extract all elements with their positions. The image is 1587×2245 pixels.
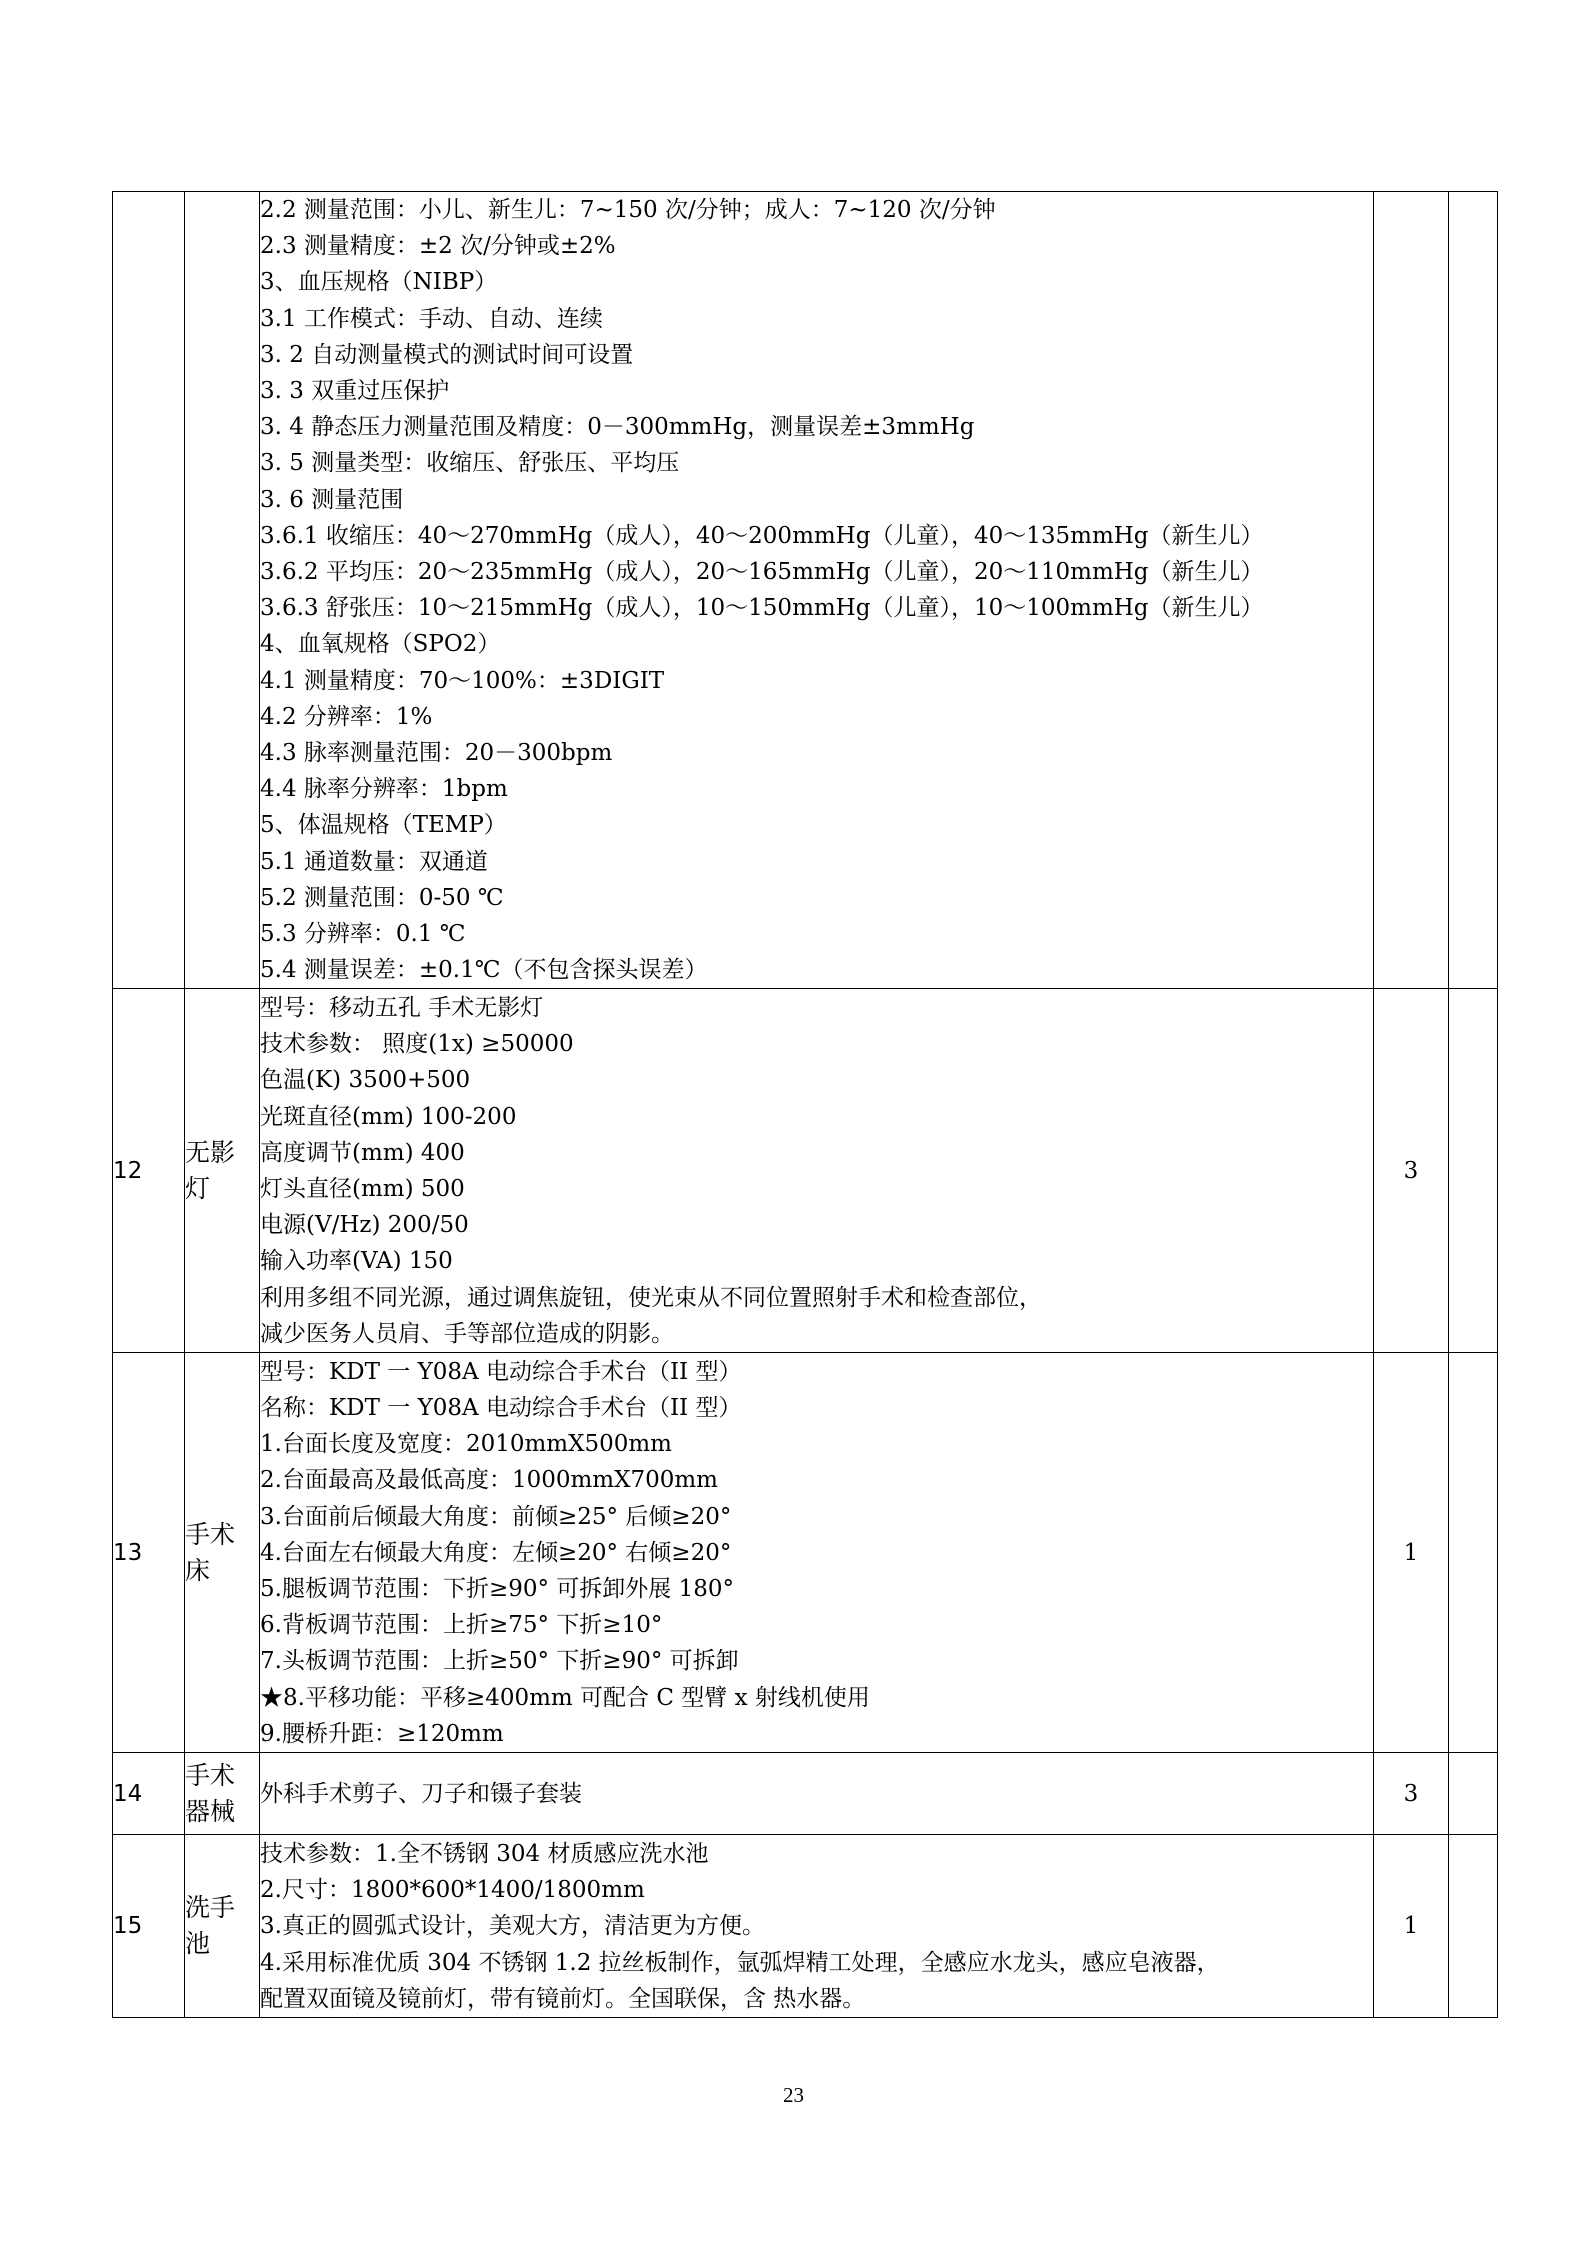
spec-line: 2.3 测量精度：±2 次/分钟或±2% bbox=[260, 233, 616, 260]
spec-line: 输入功率(VA) 150 bbox=[260, 1248, 453, 1275]
row-number: 15 bbox=[113, 1835, 185, 2018]
spec-line: 3.6.2 平均压：20～235mmHg（成人），20～165mmHg（儿童），20～110mmHg（新生儿） bbox=[260, 559, 1264, 586]
item-name: 洗手池 bbox=[185, 1835, 260, 2018]
spec-line: 3.1 工作模式：手动、自动、连续 bbox=[260, 305, 603, 332]
spec-line: ★8.平移功能：平移≥400mm 可配合 C 型臂 x 射线机使用 bbox=[260, 1684, 870, 1711]
item-remark bbox=[1449, 989, 1498, 1353]
item-remark bbox=[1449, 1353, 1498, 1753]
table-row bbox=[113, 192, 1498, 989]
spec-line: 4.2 分辨率：1% bbox=[260, 703, 433, 730]
spec-line: 3. 3 双重过压保护 bbox=[260, 378, 450, 405]
spec-line: 3. 4 静态压力测量范围及精度：0－300mmHg，测量误差±3mmHg bbox=[260, 414, 975, 441]
item-name: 手术床 bbox=[185, 1353, 260, 1753]
item-quantity: 1 bbox=[1374, 1835, 1449, 2018]
spec-line: 2.尺寸：1800*600*1400/1800mm bbox=[260, 1877, 645, 1904]
table-row bbox=[113, 989, 1498, 1353]
spec-line: 7.头板调节范围：上折≥50° 下折≥90° 可拆卸 bbox=[260, 1648, 739, 1675]
row-number bbox=[113, 192, 185, 989]
spec-line: 3.6.3 舒张压：10～215mmHg（成人），10～150mmHg（儿童），10～100mmHg（新生儿） bbox=[260, 595, 1264, 622]
spec-line: 3.台面前后倾最大角度：前倾≥25° 后倾≥20° bbox=[260, 1503, 732, 1530]
table-row bbox=[113, 1353, 1498, 1753]
spec-line: 5.3 分辨率：0.1 ℃ bbox=[260, 921, 466, 948]
spec-line: 配置双面镜及镜前灯，带有镜前灯。全国联保，含 热水器。 bbox=[260, 1985, 866, 2012]
spec-line: 2.2 测量范围：小儿、新生儿：7~150 次/分钟；成人：7~120 次/分钟 bbox=[260, 197, 996, 223]
spec-line: 名称：KDT 一 Y08A 电动综合手术台（II 型） bbox=[260, 1395, 742, 1422]
spec-line: 3.真正的圆弧式设计，美观大方，清洁更为方便。 bbox=[260, 1913, 765, 1940]
spec-line: 高度调节(mm) 400 bbox=[260, 1139, 465, 1166]
spec-line: 4.1 测量精度：70～100%：±3DIGIT bbox=[260, 667, 665, 694]
table-row bbox=[113, 1753, 1498, 1835]
spec-line: 4.3 脉率测量范围：20－300bpm bbox=[260, 740, 613, 767]
item-name: 手术器械 bbox=[185, 1753, 260, 1835]
spec-line: 电源(V/Hz) 200/50 bbox=[260, 1212, 469, 1239]
item-quantity: 1 bbox=[1374, 1353, 1449, 1753]
item-spec bbox=[260, 1835, 1374, 2018]
item-quantity: 3 bbox=[1374, 1753, 1449, 1835]
spec-line: 灯头直径(mm) 500 bbox=[260, 1175, 465, 1202]
row-number: 14 bbox=[113, 1753, 185, 1835]
page-number: 23 bbox=[783, 2083, 804, 2107]
spec-line: 4.4 脉率分辨率：1bpm bbox=[260, 776, 508, 803]
item-spec bbox=[260, 1753, 1374, 1835]
spec-line: 减少医务人员肩、手等部位造成的阴影。 bbox=[260, 1320, 674, 1347]
item-quantity: 3 bbox=[1374, 989, 1449, 1353]
spec-line: 5.1 通道数量：双通道 bbox=[260, 848, 488, 875]
spec-line: 3. 2 自动测量模式的测试时间可设置 bbox=[260, 341, 634, 368]
row-number: 12 bbox=[113, 989, 185, 1353]
equipment-spec-table bbox=[112, 191, 1498, 2018]
table-row bbox=[113, 1835, 1498, 2018]
item-name bbox=[185, 192, 260, 989]
item-spec bbox=[260, 989, 1374, 1353]
spec-line: 6.背板调节范围：上折≥75° 下折≥10° bbox=[260, 1612, 663, 1639]
item-name: 无影灯 bbox=[185, 989, 260, 1353]
item-spec bbox=[260, 1353, 1374, 1753]
spec-line: 光斑直径(mm) 100-200 bbox=[260, 1103, 517, 1130]
spec-line: 3、血压规格（NIBP） bbox=[260, 269, 498, 296]
spec-line: 3. 5 测量类型：收缩压、舒张压、平均压 bbox=[260, 450, 680, 477]
spec-line: 5.2 测量范围：0-50 ℃ bbox=[260, 884, 504, 911]
spec-line: 5、体温规格（TEMP） bbox=[260, 812, 507, 839]
spec-line: 3.6.1 收缩压：40～270mmHg（成人），40～200mmHg（儿童），40～135mmHg（新生儿） bbox=[260, 522, 1264, 549]
spec-line: 色温(K) 3500+500 bbox=[260, 1067, 471, 1094]
spec-line: 9.腰桥升距：≥120mm bbox=[260, 1720, 504, 1747]
spec-line: 型号：KDT 一 Y08A 电动综合手术台（II 型） bbox=[260, 1358, 742, 1385]
spec-line: 外科手术剪子、刀子和镊子套装 bbox=[260, 1780, 582, 1807]
spec-line: 5.腿板调节范围：下折≥90° 可拆卸外展 180° bbox=[260, 1576, 735, 1603]
row-number: 13 bbox=[113, 1353, 185, 1753]
item-quantity bbox=[1374, 192, 1449, 989]
item-remark bbox=[1449, 192, 1498, 989]
spec-line: 技术参数：1.全不锈钢 304 材质感应洗水池 bbox=[260, 1840, 709, 1867]
spec-line: 技术参数： 照度(1x) ≥50000 bbox=[260, 1031, 574, 1058]
spec-line: 5.4 测量误差：±0.1℃（不包含探头误差） bbox=[260, 957, 708, 984]
spec-line: 2.台面最高及最低高度：1000mmX700mm bbox=[260, 1467, 718, 1494]
spec-line: 利用多组不同光源，通过调焦旋钮，使光束从不同位置照射手术和检查部位， bbox=[260, 1284, 1042, 1311]
item-spec bbox=[260, 192, 1374, 989]
spec-line: 型号：移动五孔 手术无影灯 bbox=[260, 994, 544, 1021]
item-remark bbox=[1449, 1753, 1498, 1835]
spec-line: 4.台面左右倾最大角度：左倾≥20° 右倾≥20° bbox=[260, 1539, 732, 1566]
spec-line: 3. 6 测量范围 bbox=[260, 486, 404, 513]
spec-line: 4.采用标准优质 304 不锈钢 1.2 拉丝板制作，氩弧焊精工处理，全感应水龙头，感应皂液器， bbox=[260, 1949, 1220, 1976]
spec-line: 1.台面长度及宽度：2010mmX500mm bbox=[260, 1431, 672, 1458]
item-remark bbox=[1449, 1835, 1498, 2018]
spec-line: 4、血氧规格（SPO2） bbox=[260, 631, 501, 658]
